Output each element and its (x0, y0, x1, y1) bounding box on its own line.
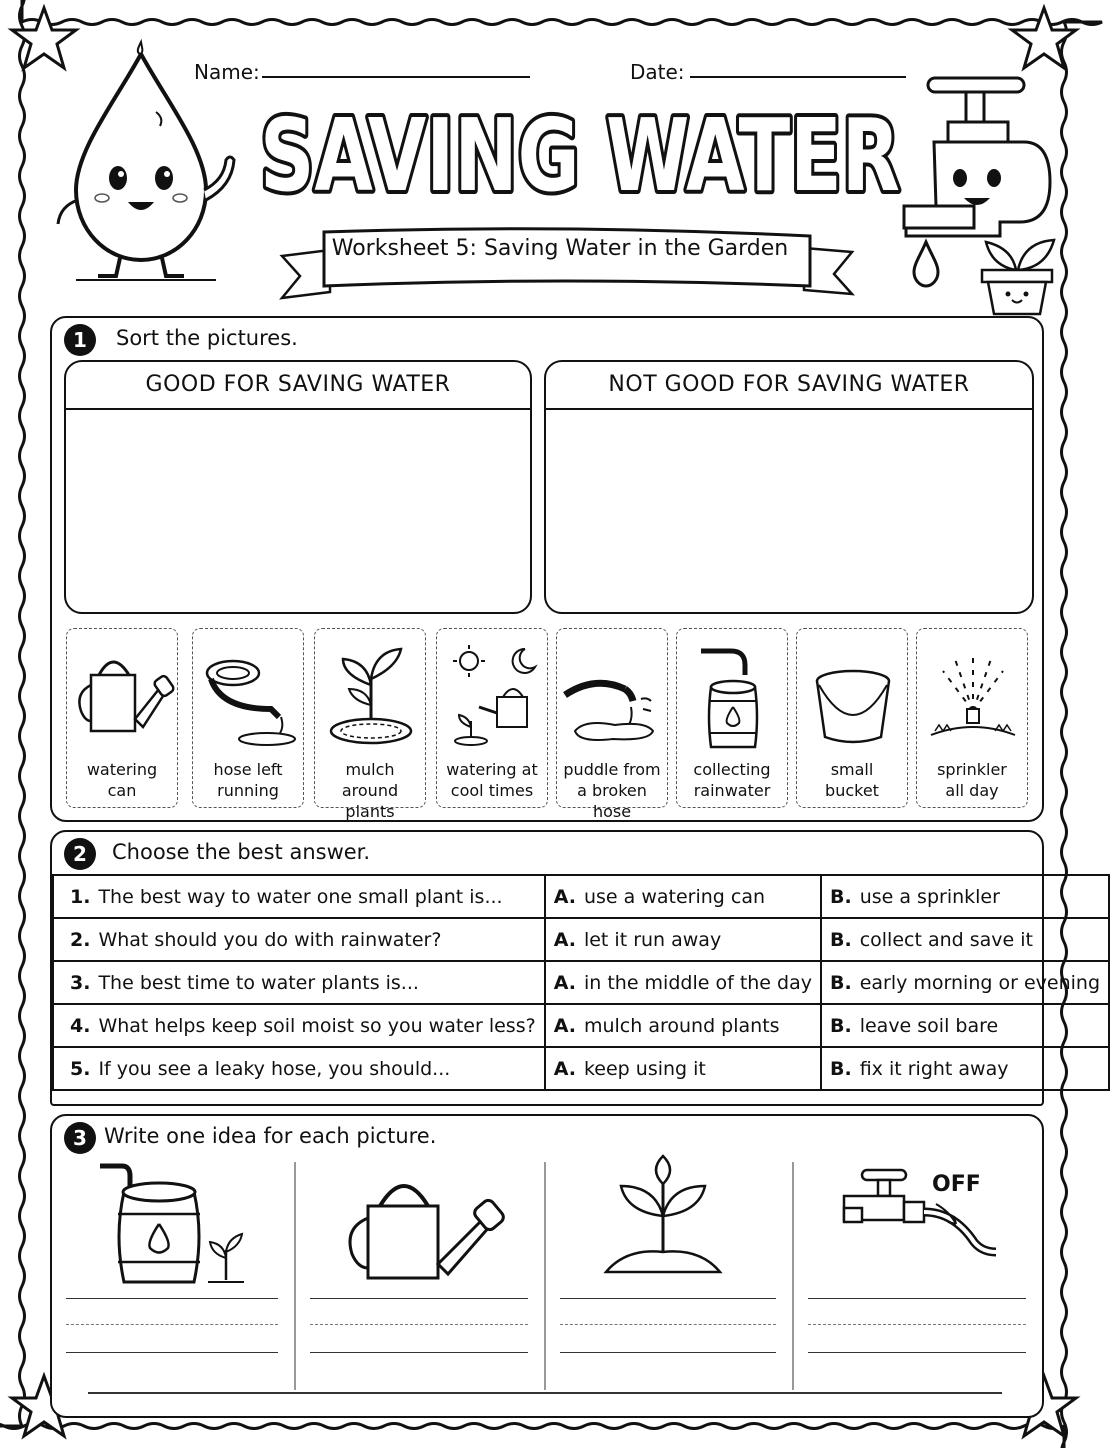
date-label: Date: (630, 60, 685, 84)
writing-line[interactable] (66, 1324, 278, 1325)
writing-line[interactable] (560, 1324, 776, 1325)
section-prompt: Sort the pictures. (116, 326, 298, 350)
watering-can-icon (340, 1168, 510, 1286)
running-hose-icon (197, 639, 301, 749)
writing-line[interactable] (310, 1324, 528, 1325)
watering-can-icon (71, 639, 175, 749)
picture-card[interactable]: collecting rainwater (676, 628, 788, 808)
column-divider (544, 1162, 546, 1390)
writing-line[interactable] (66, 1298, 278, 1299)
column-divider (792, 1162, 794, 1390)
answer-option-b[interactable]: B. early morning or evening (821, 961, 1109, 1004)
answer-option-a[interactable]: A. keep using it (545, 1047, 821, 1090)
picture-card[interactable]: watering at cool times (436, 628, 548, 808)
bucket-icon (801, 639, 905, 749)
subtitle-banner (280, 222, 854, 304)
broken-hose-puddle-icon (561, 639, 665, 749)
date-field[interactable] (690, 76, 906, 78)
answer-option-b[interactable]: B. leave soil bare (821, 1004, 1109, 1047)
answer-option-a[interactable]: A. in the middle of the day (545, 961, 821, 1004)
answer-option-a[interactable]: A. let it run away (545, 918, 821, 961)
writing-line[interactable] (560, 1352, 776, 1353)
table-row: 1. The best way to water one small plant is... A. use a watering can B. use a sprinkler (53, 875, 1109, 918)
writing-line[interactable] (808, 1298, 1026, 1299)
not-good-sort-box[interactable] (544, 360, 1034, 614)
sun-moon-watering-icon (441, 639, 545, 749)
answer-option-b[interactable]: B. fix it right away (821, 1047, 1109, 1090)
section-number: 1 (64, 324, 96, 356)
writing-line[interactable] (310, 1352, 528, 1353)
good-box-heading: GOOD FOR SAVING WATER (66, 362, 530, 410)
table-row: 5. If you see a leaky hose, you should... A. keep using it B. fix it right away (53, 1047, 1109, 1090)
writing-line[interactable] (808, 1352, 1026, 1353)
answer-option-b[interactable]: B. collect and save it (821, 918, 1109, 961)
section-prompt: Choose the best answer. (112, 840, 371, 864)
picture-card[interactable]: watering can (66, 628, 178, 808)
rain-barrel-plant-icon (96, 1156, 256, 1288)
column-divider (294, 1162, 296, 1390)
worksheet-subtitle: Worksheet 5: Saving Water in the Garden (331, 236, 789, 261)
footer-line (88, 1392, 1002, 1394)
answer-option-a[interactable]: A. mulch around plants (545, 1004, 821, 1047)
table-row: 2. What should you do with rainwater? A. let it run away B. collect and save it (53, 918, 1109, 961)
off-label: OFF (932, 1172, 981, 1197)
section-number: 3 (64, 1122, 96, 1154)
picture-card[interactable]: sprinkler all day (916, 628, 1028, 808)
star-icon (1012, 8, 1076, 68)
section-number: 2 (64, 838, 96, 870)
worksheet-title (250, 92, 910, 212)
picture-card[interactable]: mulch around plants (314, 628, 426, 808)
title-text: SAVING WATER (260, 97, 900, 214)
not-good-box-heading: NOT GOOD FOR SAVING WATER (546, 362, 1032, 410)
table-row: 4. What helps keep soil moist so you water less? A. mulch around plants B. leave soil bare (53, 1004, 1109, 1047)
picture-card[interactable]: small bucket (796, 628, 908, 808)
writing-line[interactable] (66, 1352, 278, 1353)
mulch-plant-icon (319, 639, 423, 749)
answer-option-a[interactable]: A. use a watering can (545, 875, 821, 918)
table-row: 3. The best time to water plants is... A. in the middle of the day B. early morning or evening (53, 961, 1109, 1004)
name-field[interactable] (262, 76, 530, 78)
rain-barrel-icon (681, 639, 785, 749)
seedling-icon (598, 1154, 728, 1284)
plant-pot-icon (976, 226, 1058, 318)
picture-card[interactable]: hose left running (192, 628, 304, 808)
picture-card[interactable]: puddle from a broken hose (556, 628, 668, 808)
section-prompt: Write one idea for each picture. (104, 1124, 437, 1148)
answer-option-b[interactable]: B. use a sprinkler (821, 875, 1109, 918)
sprinkler-icon (921, 639, 1025, 749)
name-label: Name: (194, 60, 260, 84)
writing-line[interactable] (808, 1324, 1026, 1325)
writing-line[interactable] (310, 1298, 528, 1299)
water-drop-mascot-icon (36, 40, 246, 290)
writing-line[interactable] (560, 1298, 776, 1299)
good-sort-box[interactable] (64, 360, 532, 614)
answer-table (52, 874, 1110, 1091)
